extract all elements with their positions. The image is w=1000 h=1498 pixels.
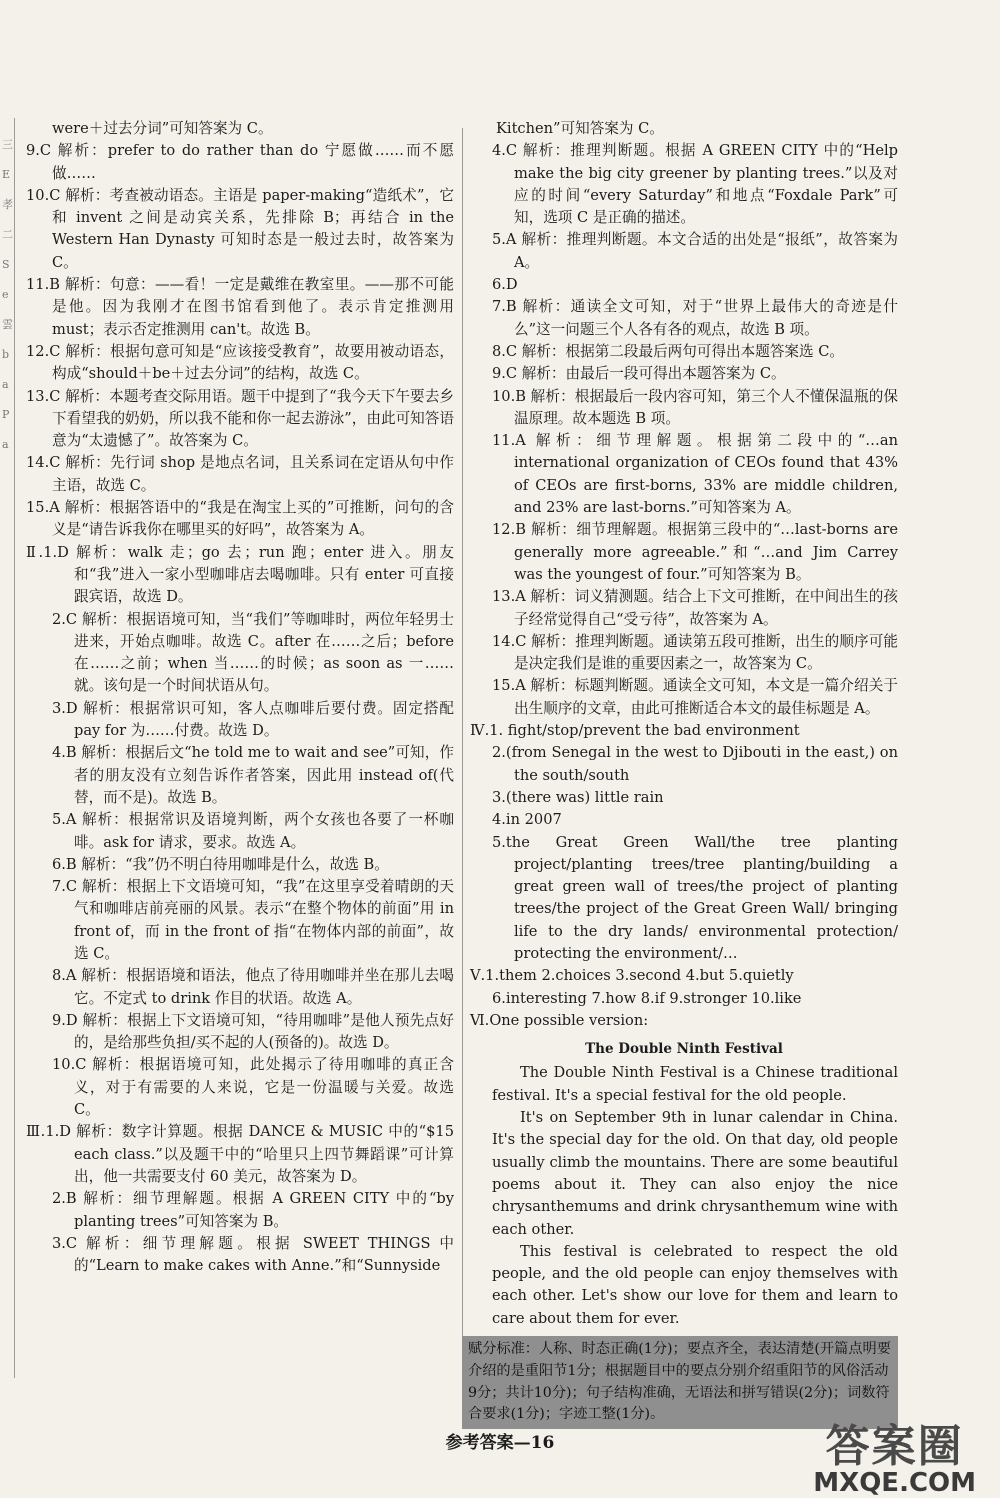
right-entry: 13.A 解析：词义猜测题。结合上下文可推断，在中间出生的孩子经常觉得自己“受亏待”，故答案为 A。	[492, 588, 898, 628]
left-entry: 9.D 解析：根据上下文语境可知，“待用咖啡”是他人预先点好的，是给那些负担/买不起的人(预备的)。故选 D。	[52, 1011, 454, 1052]
left-entry: 3.C 解析：细节理解题。根据 SWEET THINGS 中的“Learn to make cakes with Anne.”和“Sunnyside	[52, 1234, 454, 1275]
right-entry: Kitchen”可知答案为 C。	[496, 120, 664, 137]
left-entry: 7.C 解析：根据上下文语境可知，“我”在这里享受着晴朗的天气和咖啡店前亮丽的风景。表示“在整个物体的前面”用 in front of，而 in the front of 指“在物体内部的前面”，故选 C。	[52, 878, 454, 962]
left-entry: 3.D 解析：根据常识可知，客人点咖啡后要付费。固定搭配 pay for 为……付费。故选 D。	[52, 699, 454, 740]
left-column	[26, 118, 454, 1277]
right-column	[470, 118, 898, 1429]
right-entry: Ⅳ.1. fight/stop/prevent the bad environment	[470, 722, 800, 740]
right-entry: 15.A 解析：标题判断题。通读全文可知，本文是一篇介绍关于出生顺序的文章，由此可推断适合本文的最佳标题是 A。	[492, 677, 898, 717]
left-entry: 12.C 解析：根据句意可知是“应该接受教育”，故要用被动语态，构成“should＋be＋过去分词”的结构，故选 C。	[26, 342, 454, 383]
right-entry: 7.B 解析：通读全文可知，对于“世界上最伟大的奇迹是什么”这一问题三个人各有各的观点，故选 B 项。	[492, 298, 898, 338]
left-entry: 14.C 解析：先行词 shop 是地点名词，且关系词在定语从句中作主语，故选 C。	[26, 454, 454, 494]
binding-edge-line	[14, 118, 15, 1378]
left-entry: 9.C 解析：prefer to do rather than do 宁愿做……而不愿做……	[26, 142, 454, 182]
left-entry: Ⅱ.1.D 解析：walk 走；go 去；run 跑；enter 进入。朋友和“我”进入一家小型咖啡店去喝咖啡。只有 enter 可直接跟宾语，故选 D。	[26, 543, 454, 606]
page-footer: 参考答案—16	[445, 1433, 555, 1453]
right-entry: 4.in 2007	[492, 811, 562, 829]
essay-paragraph: This festival is celebrated to respect the old people, and the old people can enjoy themselves with each other. Let's show our love for them and learn to care about them for ever.	[492, 1242, 898, 1327]
watermark-top-text: 答案圈	[825, 1421, 964, 1472]
right-entry: 5.the Great Green Wall/the tree planting project/planting trees/tree planting/building a great green wall of trees/the project of planting trees/the project of the Great Green Wall/ bringing life to the dry lands/ environmental protection/ protecting the environment/…	[492, 833, 898, 962]
left-entry: 15.A 解析：根据答语中的“我是在淘宝上买的”可推断，问句的含义是“请告诉我你在哪里买的好吗”，故答案为 A。	[26, 499, 454, 539]
left-entry: 10.C 解析：考查被动语态。主语是 paper-making“造纸术”，它和 invent 之间是动宾关系，先排除 B；再结合 in the Western Han Dynasty 可知时态是一般过去时，故答案为 C。	[26, 186, 454, 271]
left-entry: 2.B 解析：细节理解题。根据 A GREEN CITY 中的“by planting trees”可知答案为 B。	[52, 1190, 454, 1230]
watermark-logo	[813, 1410, 976, 1498]
right-entry: 9.C 解析：由最后一段可得出本题答案为 C。	[492, 365, 786, 383]
essay-body	[470, 1062, 898, 1330]
right-entry: 12.B 解析：细节理解题。根据第三段中的“…last-borns are generally more agreeable.”和“…and Jim Carrey was the youngest of four.”可知答案为 B。	[492, 521, 898, 583]
right-entry: 14.C 解析：推理判断题。通读第五段可推断，出生的顺序可能是决定我们是谁的重要因素之一，故答案为 C。	[492, 632, 898, 673]
right-entry: Ⅴ.1.them 2.choices 3.second 4.but 5.quietly	[470, 967, 794, 985]
right-entry: 3.(there was) little rain	[492, 788, 664, 806]
right-entry: 5.A 解析：推理判断题。本文合适的出处是“报纸”，故答案为 A。	[492, 231, 898, 271]
binding-edge-marks: 三 E 孝 二 S e 雲 b a P a	[2, 138, 13, 451]
right-entry: 10.B 解析：根据最后一段内容可知，第三个人不懂保温瓶的保温原理。故本题选 B 项。	[492, 387, 898, 427]
left-entry: 5.A 解析：根据常识及语境判断，两个女孩也各要了一杯咖啡。ask for 请求，要求。故选 A。	[52, 811, 454, 851]
column-divider	[462, 128, 463, 1418]
essay-paragraph: The Double Ninth Festival is a Chinese traditional festival. It's a special festival for the old people.	[492, 1064, 898, 1104]
left-entry: 8.A 解析：根据语境和语法，他点了待用咖啡并坐在那儿去喝它。不定式 to drink 作目的状语。故选 A。	[52, 967, 454, 1007]
right-entry: 2.(from Senegal in the west to Djibouti in the east,) on the south/south	[492, 744, 898, 784]
right-entry: 11.A 解析：细节理解题。根据第二段中的“…an international organization of CEOs found that 43% of CEOs are first-borns, 33% are middle children, and 23% are last-borns.”可知答案为 A。	[492, 432, 898, 517]
right-column-entries	[470, 118, 898, 1032]
right-entry: 6.D	[492, 276, 518, 294]
right-entry: 8.C 解析：根据第二段最后两句可得出本题答案选 C。	[492, 342, 845, 360]
essay-paragraph: It's on September 9th in lunar calendar in China. It's the special day for the old. On that day, old people usually climb the mountains. There are some beautiful poems about it. They can also enjoy the nice chrysanthemums and drink chrysanthemum wine with each other.	[492, 1109, 898, 1238]
left-entry: 13.C 解析：本题考查交际用语。题干中提到了“我今天下午要去乡下看望我的奶奶，所以我不能和你一起去游泳”，由此可知答语意为“太遗憾了”。故答案为 C。	[26, 387, 454, 450]
right-entry: 6.interesting 7.how 8.if 9.stronger 10.like	[492, 989, 802, 1007]
left-entry: 2.C 解析：根据语境可知，当“我们”等咖啡时，两位年轻男士进来，开始点咖啡。故选 C。after 在……之后；before 在……之前；when 当……的时候；as soon as 一……就。该句是一个时间状语从句。	[52, 610, 454, 695]
left-entry: Ⅲ.1.D 解析：数字计算题。根据 DANCE & MUSIC 中的“$15 each class.”以及题干中的“哈里只上四节舞蹈课”可计算出，他一共需要支付 60 美元，故答案为 D。	[26, 1123, 454, 1185]
left-entry: were＋过去分词”可知答案为 C。	[52, 120, 273, 137]
left-entry: 4.B 解析：根据后文“he told me to wait and see”可知，作者的朋友没有立刻告诉作者答案，因此用 instead of(代替，而不是)。故选 B。	[52, 744, 454, 806]
score-standard-box: 赋分标准：人称、时态正确(1分)；要点齐全，表达清楚(开篇点明要介绍的是重阳节1分；根据题目中的要点分别介绍重阳节的风俗活动9分；共计10分)；句子结构准确，无语法和拼写错误(2分)；词数符合要求(1分)；字迹工整(1分)。	[462, 1336, 898, 1429]
right-entry: Ⅵ.One possible version:	[470, 1011, 649, 1029]
left-entry: 11.B 解析：句意：——看！一定是戴维在教室里。——那不可能是他。因为我刚才在图书馆看到他了。表示肯定推测用 must；表示否定推测用 can't。故选 B。	[26, 276, 454, 338]
watermark-bottom-text: MXQE.COM	[813, 1468, 976, 1498]
left-entry: 6.B 解析：“我”仍不明白待用咖啡是什么，故选 B。	[52, 855, 389, 873]
right-entry: 4.C 解析：推理判断题。根据 A GREEN CITY 中的“Help make the big city greener by planting trees.”以及对应的时间“every Saturday”和地点“Foxdale Park”可知，选项 C 是正确的描述。	[492, 142, 898, 227]
left-entry: 10.C 解析：根据语境可知，此处揭示了待用咖啡的真正含义，对于有需要的人来说，它是一份温暖与关爱。故选 C。	[52, 1056, 454, 1119]
essay-title: The Double Ninth Festival	[585, 1041, 783, 1058]
